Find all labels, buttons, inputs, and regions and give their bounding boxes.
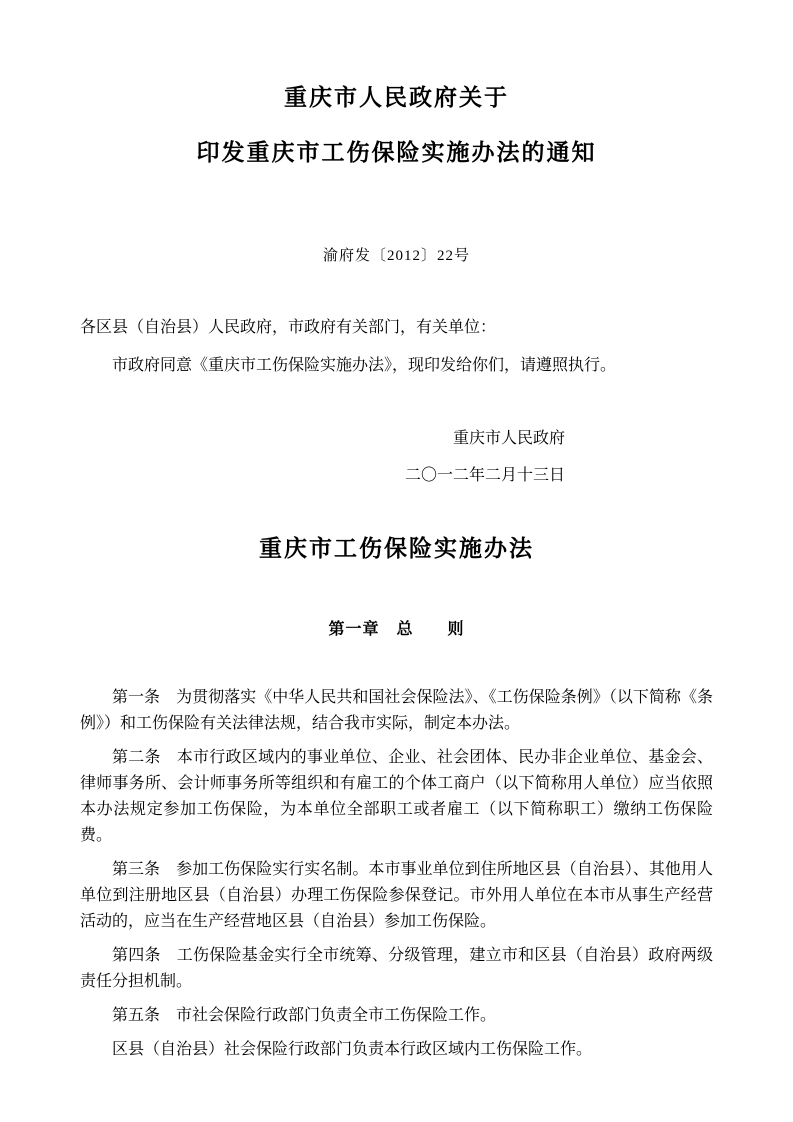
article-paragraph-2 <box>80 745 713 849</box>
article-1-text: 为贯彻落实《中华人民共和国社会保险法》、《工伤保险条例》（以下简称《条例》）和工伤保险有关法律法规，结合我市实际，制定本办法。 <box>80 689 713 733</box>
article-4-text: 工伤保险基金实行全市统筹、分级管理，建立市和区县（自治县）政府两级责任分担机制。 <box>80 947 713 991</box>
notice-title-line1: 重庆市人民政府关于 <box>284 85 509 110</box>
article-5-text: 市社会保险行政部门负责全市工伤保险工作。 <box>176 1007 497 1025</box>
article-3-label: 第三条 <box>112 861 161 879</box>
article-5b-text: 区县（自治县）社会保险行政部门负责本行政区域内工伤保险工作。 <box>112 1041 593 1059</box>
doc-number: 渝府发〔2012〕22号 <box>322 248 470 264</box>
article-3-text: 参加工伤保险实行实名制。本市事业单位到住所地区县（自治县）、其他用人单位到注册地区县（自治县）办理工伤保险参保登记。市外用人单位在本市从事生产经营活动的，应当在生产经营地区县（自治县）参加工伤保险。 <box>80 861 713 931</box>
article-1-label: 第一条 <box>112 689 161 707</box>
articles-section <box>80 685 713 1063</box>
article-paragraph-1 <box>80 685 713 737</box>
article-paragraph-3 <box>80 857 713 935</box>
notice-body-paragraph: 市政府同意《重庆市工伤保险实施办法》，现印发给你们，请遵照执行。 <box>112 357 617 374</box>
chapter-1-heading: 第一章 总 则 <box>328 621 465 638</box>
signature-block <box>80 425 713 485</box>
article-paragraph-5 <box>80 1003 713 1029</box>
notice-title-line2: 印发重庆市工伤保险实施办法的通知 <box>196 140 597 165</box>
article-paragraph-4 <box>80 943 713 995</box>
signature-date: 二〇一二年二月十三日 <box>404 467 565 484</box>
salutation-line: 各区县（自治县）人民政府，市政府有关部门，有关单位： <box>80 319 497 336</box>
regulation-title: 重庆市工伤保险实施办法 <box>259 536 534 561</box>
article-paragraph-5-continued <box>80 1037 713 1063</box>
article-2-text: 本市行政区域内的事业单位、企业、社会团体、民办非企业单位、基金会、律师事务所、会计师事务所等组织和有雇工的个体工商户（以下简称用人单位）应当依照本办法规定参加工伤保险，为本单位全部职工或者雇工（以下简称职工）缴纳工伤保险费。 <box>80 749 713 845</box>
article-4-label: 第四条 <box>112 947 161 965</box>
article-2-label: 第二条 <box>112 749 161 767</box>
article-5-label: 第五条 <box>112 1007 161 1025</box>
signer-name: 重庆市人民政府 <box>452 430 565 447</box>
